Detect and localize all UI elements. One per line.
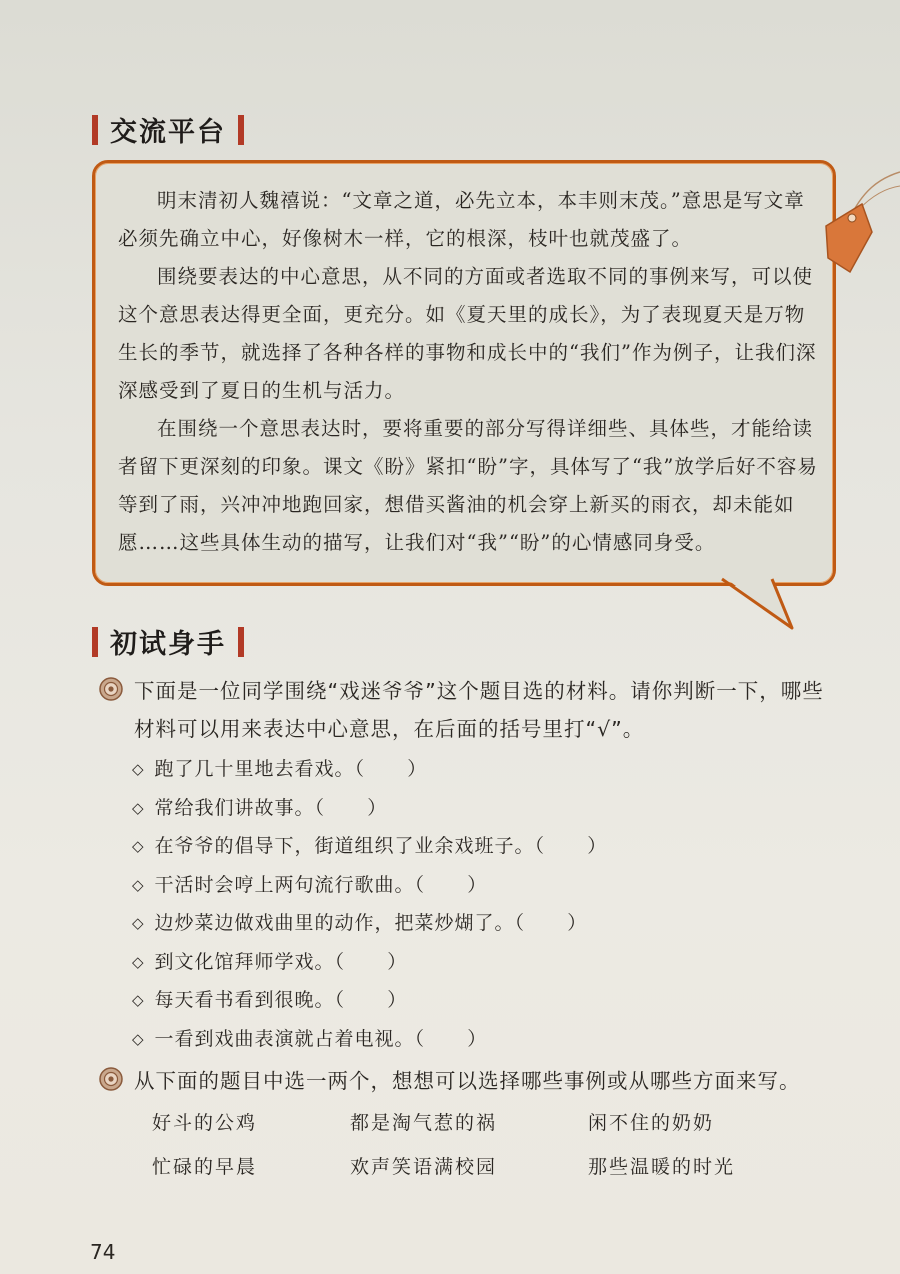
topic-item: 欢声笑语满校园 xyxy=(350,1156,498,1178)
list-item[interactable]: ◇ 跑了几十里地去看戏。（ ） xyxy=(132,750,607,789)
list-item[interactable]: ◇ 每天看书看到很晚。（ ） xyxy=(132,981,607,1020)
diamond-icon: ◇ xyxy=(132,914,145,932)
list-item[interactable]: ◇ 到文化馆拜师学戏。（ ） xyxy=(132,943,607,982)
topic-item: 闲不住的奶奶 xyxy=(588,1112,715,1134)
bar-icon xyxy=(92,627,98,657)
topic-item: 忙碌的早晨 xyxy=(152,1156,258,1178)
diamond-icon: ◇ xyxy=(132,798,145,817)
section-header-practice xyxy=(92,622,244,661)
topic-item: 好斗的公鸡 xyxy=(152,1112,258,1134)
diamond-icon: ◇ xyxy=(132,991,145,1009)
task-2 xyxy=(98,1062,834,1100)
task-1 xyxy=(98,672,834,748)
list-item[interactable]: ◇ 在爷爷的倡导下，街道组织了业余戏班子。（ ） xyxy=(132,827,607,866)
flower-icon xyxy=(98,676,124,702)
paragraph-1: 明末清初人魏禧说：“文章之道，必先立本，本丰则末茂。”意思是写文章必须先确立中心，好像树木一样，它的根深，枝叶也就茂盛了。 xyxy=(118,189,805,250)
diamond-icon: ◇ xyxy=(132,952,145,971)
task-2-prompt: 从下面的题目中选一两个，想想可以选择哪些事例或从哪些方面来写。 xyxy=(134,1069,801,1093)
section-title: 初试身手 xyxy=(110,629,226,660)
section-title: 交流平台 xyxy=(110,117,226,148)
topic-item: 那些温暖的时光 xyxy=(588,1156,736,1178)
section-header-exchange xyxy=(92,110,244,149)
list-item[interactable]: ◇ 边炒菜边做戏曲里的动作，把菜炒煳了。（ ） xyxy=(132,904,607,943)
paragraph-2: 围绕要表达的中心意思，从不同的方面或者选取不同的事例来写，可以使这个意思表达得更全面，更充分。如《夏天里的成长》，为了表现夏天是万物生长的季节，就选择了各种各样的事物和成长中的“我们”作为例子，让我们深深感受到了夏日的生机与活力。 xyxy=(118,265,817,402)
diamond-icon: ◇ xyxy=(132,1029,145,1048)
task-1-prompt: 下面是一位同学围绕“戏迷爷爷”这个题目选的材料。请你判断一下，哪些材料可以用来表达中心意思，在后面的括号里打“√”。 xyxy=(134,679,824,741)
bar-icon xyxy=(238,627,244,657)
material-options xyxy=(132,750,607,1058)
bar-icon xyxy=(92,115,98,145)
paragraph-3: 在围绕一个意思表达时，要将重要的部分写得详细些、具体些，才能给读者留下更深刻的印象。课文《盼》紧扣“盼”字，具体写了“我”放学后好不容易等到了雨，兴冲冲地跑回家，想借买酱油的机会穿上新买的雨衣，却未能如愿……这些具体生动的描写，让我们对“我”“盼”的心情感同身受。 xyxy=(118,417,818,554)
page-number: 74 xyxy=(90,1240,116,1264)
list-item[interactable]: ◇ 干活时会哼上两句流行歌曲。（ ） xyxy=(132,866,607,905)
list-item[interactable]: ◇ 一看到戏曲表演就占着电视。（ ） xyxy=(132,1020,607,1059)
flower-icon xyxy=(98,1066,124,1092)
diamond-icon: ◇ xyxy=(132,875,145,894)
topic-item: 都是淘气惹的祸 xyxy=(350,1112,498,1134)
bar-icon xyxy=(238,115,244,145)
list-item[interactable]: ◇ 常给我们讲故事。（ ） xyxy=(132,789,607,828)
diamond-icon: ◇ xyxy=(132,760,145,778)
diamond-icon: ◇ xyxy=(132,837,145,855)
